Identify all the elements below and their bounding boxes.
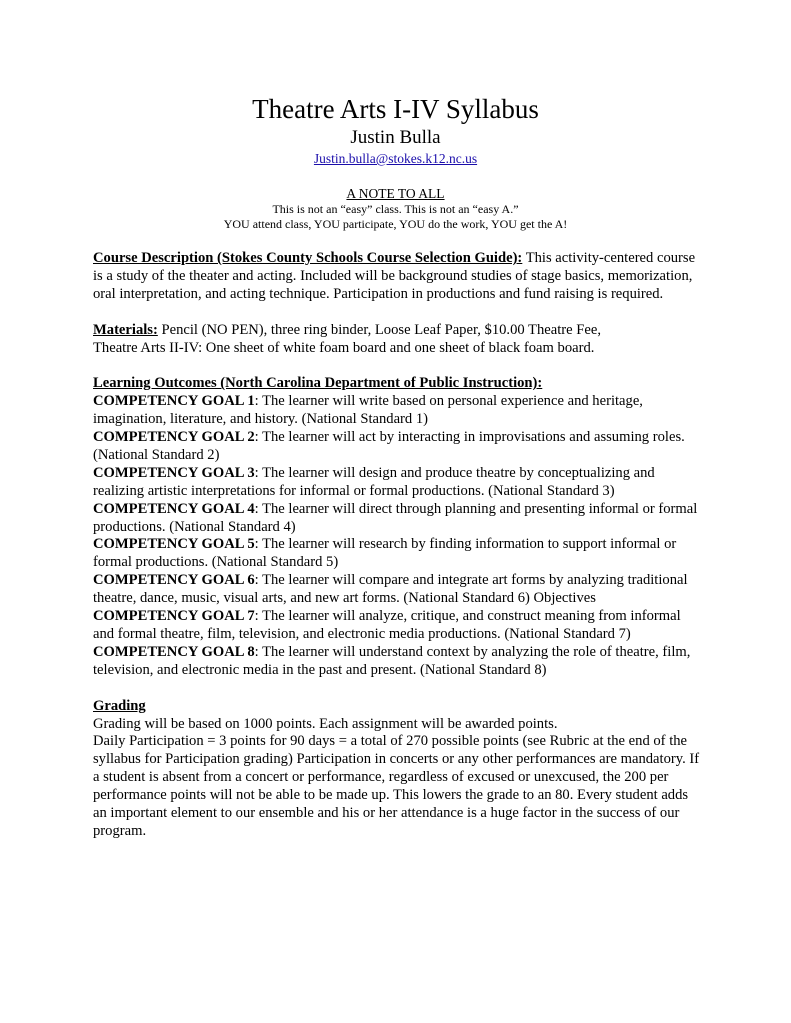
- goal-text: : The learner will direct through planning and presenting informal or formal productions. (National Standard 4): [93, 500, 698, 535]
- competency-goal-5: [93, 536, 705, 572]
- competency-goal-7: [93, 608, 705, 644]
- goal-text: : The learner will act by interacting in improvisations and assuming roles. (National Standard 2): [93, 429, 685, 463]
- note-line-2: YOU attend class, YOU participate, YOU do the work, YOU get the A!: [223, 217, 568, 231]
- syllabus-body: [93, 250, 705, 841]
- grading-paragraph: Daily Participation = 3 points for 90 days = a total of 270 possible points (see Rubric at the end of the syllabus for Participation grading) Participation in concerts or any other performances are mandatory. If a student is absent from a concert or performance, regardless of excused or unexcused, the 200 per performance points will not be able to be made up. This lowers the grade to an 80. Every student adds an important element to our ensemble and his or her attendance is a huge factor in the success of our program.: [93, 733, 700, 839]
- goal-text: : The learner will analyze, critique, and construct meaning from informal and formal theatre, film, television, and electronic media productions. (National Standard 7): [93, 608, 681, 642]
- grading-heading: Grading: [93, 697, 146, 714]
- materials-heading: Materials:: [93, 321, 158, 338]
- learning-outcomes-heading: Learning Outcomes (North Carolina Department of Public Instruction):: [93, 375, 543, 392]
- document-title: Theatre Arts I-IV Syllabus: [252, 94, 539, 124]
- goal-text: : The learner will understand context by analyzing the role of theatre, film, television, and electronic media in the past and present. (National Standard 8): [93, 643, 691, 678]
- goal-label: COMPETENCY GOAL 5: [93, 536, 255, 553]
- goal-label: COMPETENCY GOAL 3: [93, 464, 255, 481]
- course-description-heading: Course Description (Stokes County Schools Course Selection Guide):: [93, 250, 523, 266]
- goal-text: : The learner will design and produce theatre by conceptualizing and realizing artistic interpretations for informal or formal productions. (National Standard 3): [93, 464, 655, 499]
- competency-goal-1: [93, 393, 705, 429]
- competency-goal-6: [93, 572, 705, 608]
- goal-text: : The learner will write based on personal experience and heritage, imagination, literature, and history. (National Standard 1): [93, 393, 643, 428]
- goal-label: COMPETENCY GOAL 6: [93, 572, 255, 589]
- materials-text-1: Pencil (NO PEN), three ring binder, Loose Leaf Paper, $10.00 Theatre Fee,: [157, 321, 601, 338]
- author-name: Justin Bulla: [350, 127, 441, 148]
- competency-goal-4: [93, 501, 705, 537]
- goal-label: COMPETENCY GOAL 7: [93, 608, 255, 625]
- goal-text: : The learner will research by finding information to support informal or formal productions. (National Standard 5): [93, 536, 677, 571]
- materials-line-1: [93, 322, 705, 340]
- course-description-text: This activity-centered course is a study of the theater and acting. Included will be background studies of stage basics, memorization, oral interpretation, and acting technique. Participation in productions and fund raising is required.: [93, 250, 696, 302]
- grading-line-1: Grading will be based on 1000 points. Each assignment will be awarded points.: [93, 715, 558, 732]
- note-line-1: This is not an “easy” class. This is not an “easy A.”: [272, 202, 519, 216]
- competency-goal-2: [93, 429, 705, 465]
- goal-label: COMPETENCY GOAL 1: [93, 393, 255, 410]
- course-description: [93, 250, 705, 304]
- goal-label: COMPETENCY GOAL 4: [93, 500, 255, 517]
- goal-text: : The learner will compare and integrate art forms by analyzing traditional theatre, dance, music, visual arts, and new art forms. (National Standard 6) Objectives: [93, 572, 688, 607]
- author-email: [0, 150, 791, 167]
- note-heading: A NOTE TO ALL: [346, 186, 445, 201]
- competency-goal-8: [93, 644, 705, 680]
- email-link[interactable]: Justin.bulla@stokes.k12.nc.us: [313, 151, 478, 166]
- competency-goal-3: [93, 465, 705, 501]
- goal-label: COMPETENCY GOAL 8: [93, 643, 255, 660]
- goal-label: COMPETENCY GOAL 2: [93, 429, 255, 446]
- materials-line-2: Theatre Arts II-IV: One sheet of white foam board and one sheet of black foam board.: [93, 339, 595, 356]
